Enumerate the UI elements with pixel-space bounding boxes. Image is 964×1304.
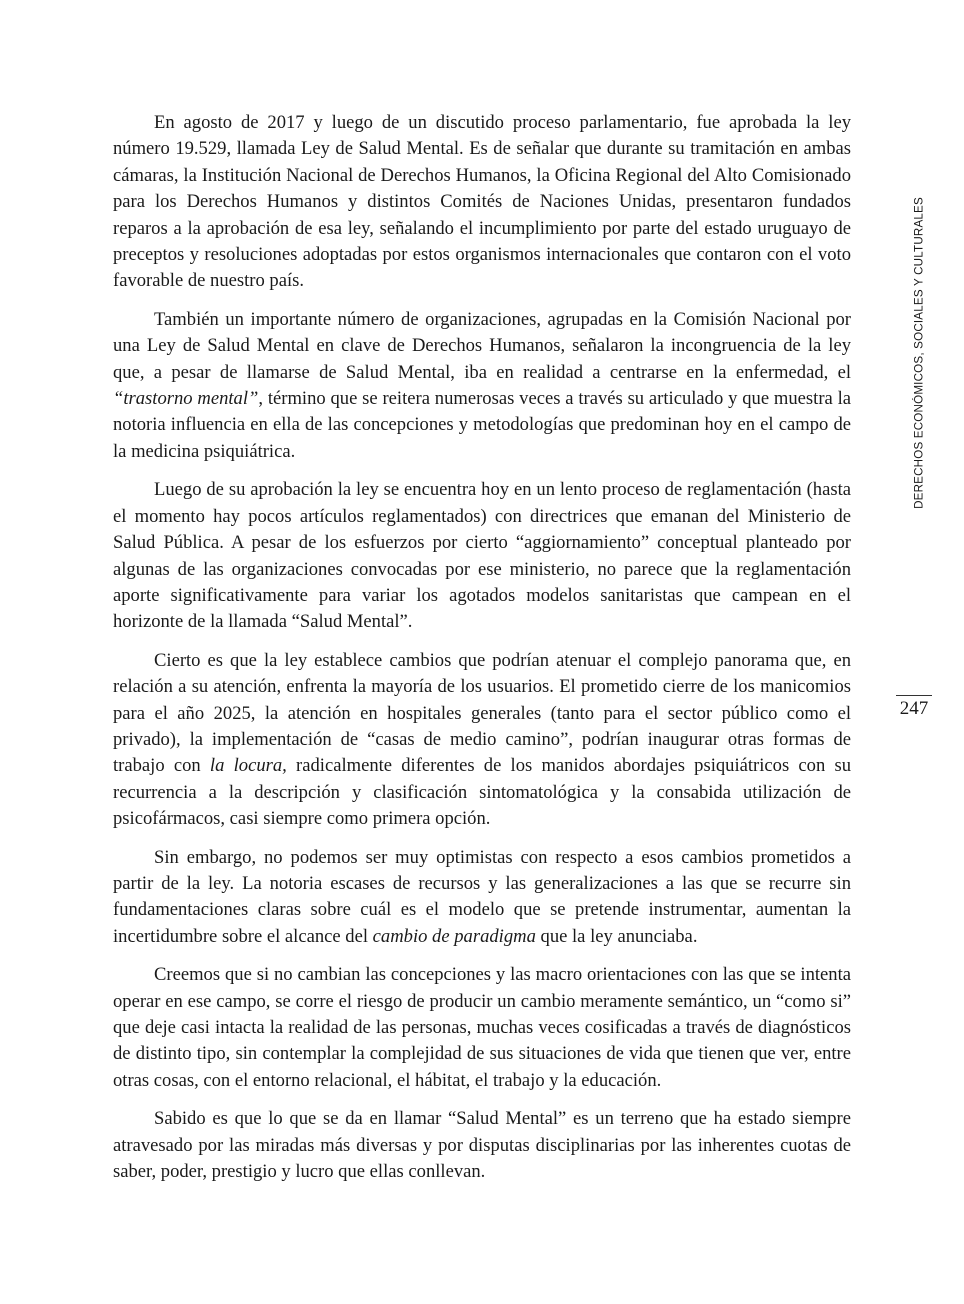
paragraph-5-italic: cambio de paradigma (372, 925, 536, 947)
paragraph-6-text: Creemos que si no cambian las concepciones y las macro orientaciones con las que se intenta operar en ese campo, se corre el riesgo de producir un cambio meramente semántico, un “como si” que deje casi intacta la realidad de las personas, muchas veces cosificadas a través de diagnósticos de distinto tipo, sin contemplar la complejidad de sus situaciones de vida que tienen que ver, entre otras cosas, con el entorno relacional, el hábitat, el trabajo y la educación. (113, 964, 851, 1091)
running-header: DERECHOS ECONÓMICOS, SOCIALES Y CULTURALES (912, 197, 926, 509)
page-number-rule (896, 695, 932, 696)
paragraph-7 (113, 1106, 851, 1185)
paragraph-4-text-a: Cierto es que la ley establece cambios que podrían atenuar el complejo panorama que, en relación a su atención, enfrenta la mayoría de los usuarios. El prometido cierre de los manicomios para el año 2025, la atención en hospitales generales (tanto para el sector público como el privado), la implementación de “casas de medio camino”, podrían inaugurar otras formas de trabajo con (113, 649, 851, 777)
page-body (113, 110, 851, 1197)
paragraph-2-text-a: También un importante número de organizaciones, agrupadas en la Comisión Nacional por una Ley de Salud Mental en clave de Derechos Humanos, señalaron la incongruencia de la ley que, a pesar de llamarse de Salud Mental, iba en realidad a centrarse en la enfermedad, el (113, 308, 851, 383)
paragraph-1 (113, 110, 851, 295)
paragraph-7-text: Sabido es que lo que se da en llamar “Salud Mental” es un terreno que ha estado siempre atravesado por las miradas más diversas y por disputas disciplinarias por las inherentes cuotas de saber, poder, prestigio y lucro que ellas conllevan. (113, 1108, 851, 1183)
paragraph-2-italic: “trastorno mental” (113, 388, 259, 410)
page-number: 247 (899, 698, 929, 719)
paragraph-4-italic: la locura, (209, 755, 287, 777)
paragraph-2-text-b: , término que se reitera numerosas veces a través su articulado y que muestra la notoria influencia en ella de las concepciones y metodologías que predominan hoy en el campo de la medicina psiquiátrica. (113, 388, 852, 462)
paragraph-4-text-b: radicalmente diferentes de los manidos abordajes psiquiátricos con su recurrencia a la descripción y clasificación sintomatológica y la consabida utilización de psicofármacos, casi siempre como primera opción. (113, 755, 851, 830)
paragraph-5 (113, 845, 851, 951)
paragraph-4 (113, 648, 851, 833)
paragraph-6 (113, 962, 851, 1094)
paragraph-3 (113, 477, 851, 635)
paragraph-1-text: En agosto de 2017 y luego de un discutido proceso parlamentario, fue aprobada la ley número 19.529, llamada Ley de Salud Mental. Es de señalar que durante su tramitación en ambas cámaras, la Institución Nacional de Derechos Humanos, la Oficina Regional del Alto Comisionado para los Derechos Humanos y distintos Comités de Naciones Unidas, presentaron fundados reparos a la aprobación de esa ley, señalando el incumplimiento por parte del estado uruguayo de preceptos y resoluciones adoptadas por estos organismos internacionales que contaron con el voto favorable de nuestro país. (113, 112, 851, 292)
paragraph-3-text: Luego de su aprobación la ley se encuentra hoy en un lento proceso de reglamentación (hasta el momento hay pocos artículos reglamentados) con directrices que emanan del Ministerio de Salud Pública. A pesar de los esfuerzos por cierto “aggiornamiento” conceptual planteado por algunas de las organizaciones convocadas por ese ministerio, no parece que la reglamentación aporte significativamente para variar los agotados modelos sanitaristas que campean en el horizonte de la llamada “Salud Mental”. (113, 479, 851, 633)
paragraph-2 (113, 307, 851, 465)
paragraph-5-text-b: que la ley anunciaba. (535, 925, 698, 947)
paragraph-5-text-a: Sin embargo, no podemos ser muy optimistas con respecto a esos cambios prometidos a partir de la ley. La notoria escases de recursos y las generalizaciones a las que se recurre sin fundamentaciones claras sobre cuál es el modelo que se pretende instrumentar, aumentan la incertidumbre sobre el alcance del (113, 846, 851, 947)
